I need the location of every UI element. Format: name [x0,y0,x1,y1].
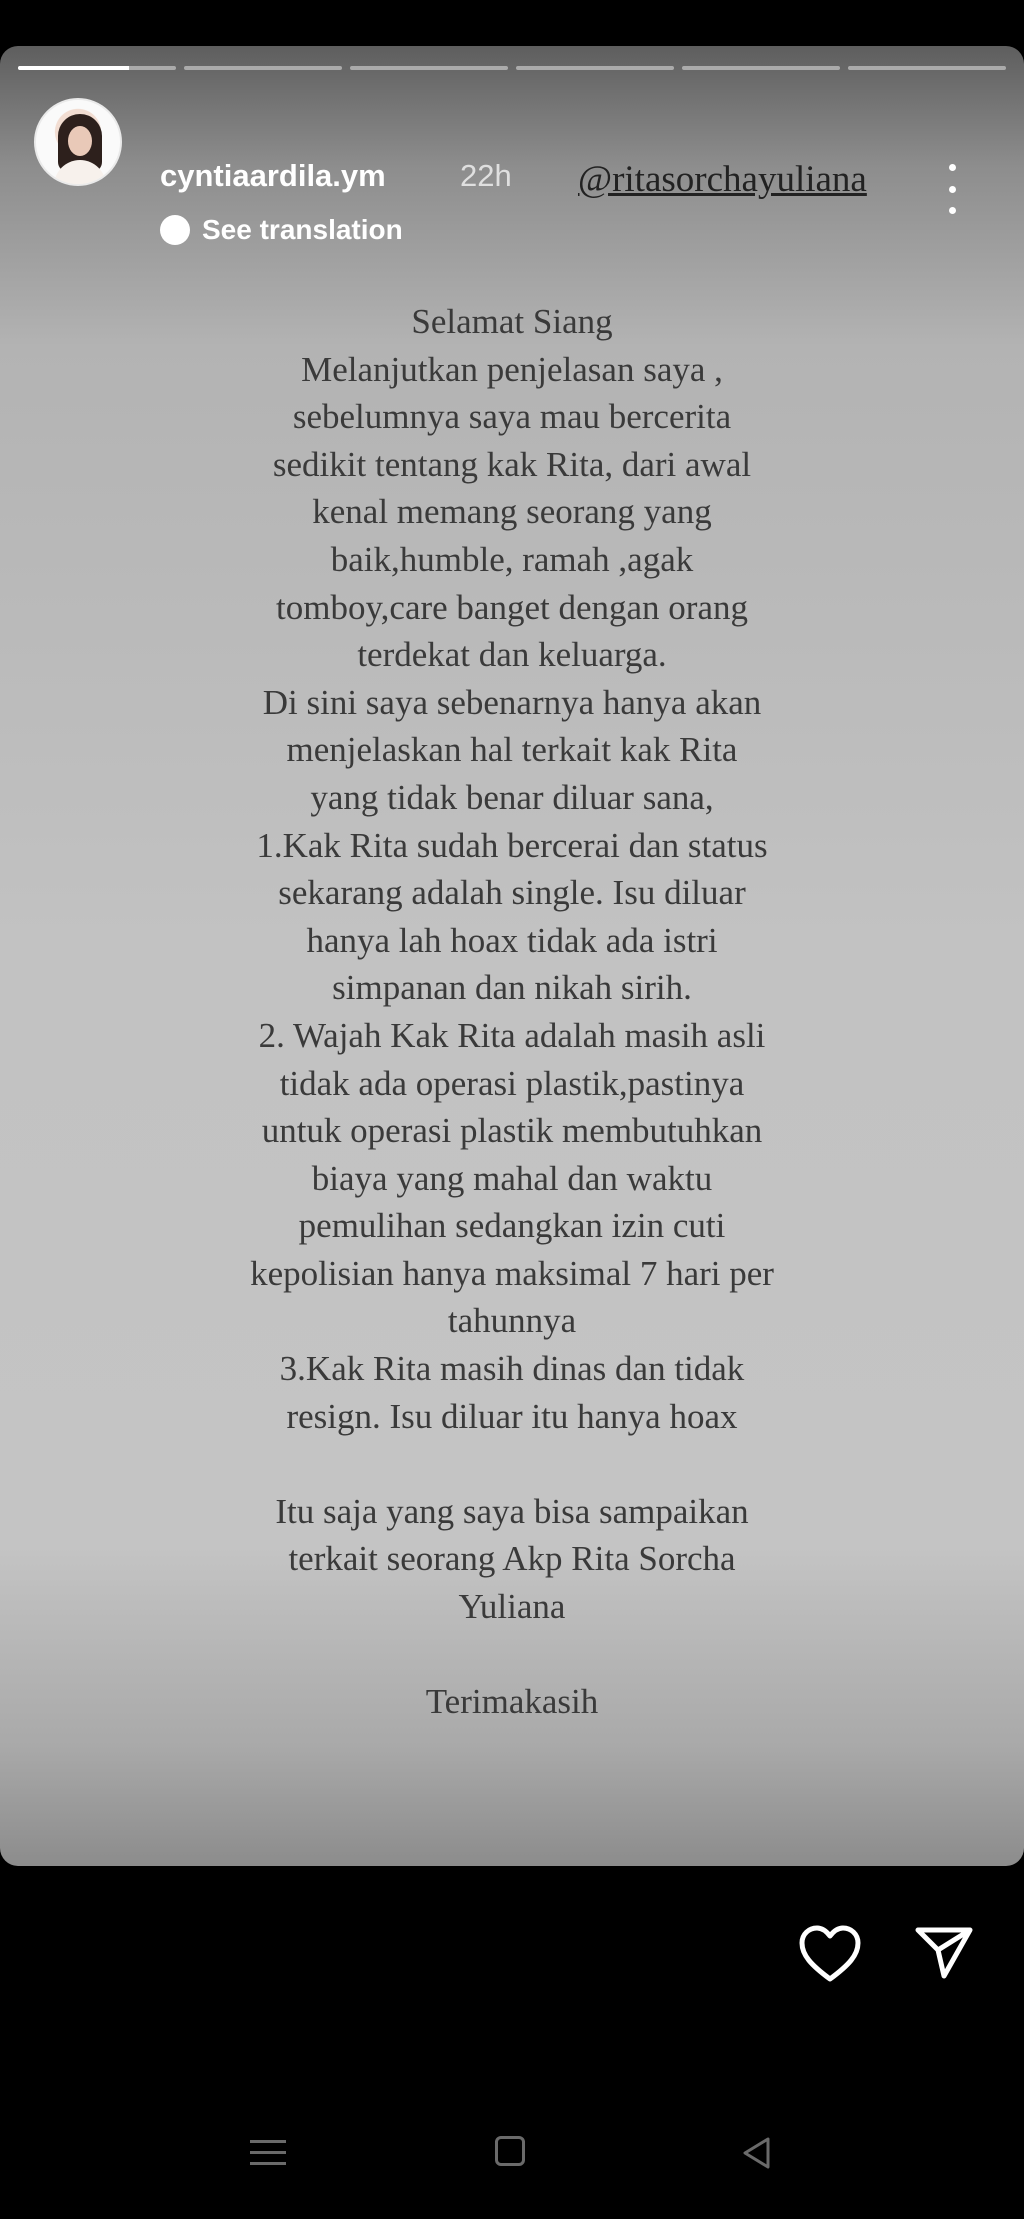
story-text-line: baik,humble, ramah ,agak [330,539,694,579]
story-text-line: sekarang adalah single. Isu diluar [278,873,746,913]
story-text-line: menjelaskan hal terkait kak Rita [286,730,738,770]
see-translation-label: See translation [202,214,403,245]
see-translation-button[interactable] [160,210,403,250]
story-text-line: tahunnya [447,1301,577,1341]
progress-segment [184,66,342,70]
more-dot [949,207,956,214]
story-text-line: pemulihan sedangkan izin cuti [298,1206,726,1246]
story-text-line: Yuliana [458,1587,566,1627]
progress-segment [350,66,508,70]
story-text-line: Terimakasih [425,1682,599,1722]
translate-icon [160,215,190,245]
more-dot [949,186,956,193]
progress-segment [516,66,674,70]
avatar[interactable] [34,98,122,186]
story-text-line: Itu saja yang saya bisa sampaikan [275,1491,749,1531]
progress-segment [18,66,176,70]
story-progress-bar [18,66,1006,70]
mention-sticker[interactable]: @ritasorchayuliana [578,159,867,200]
story-text-line: sedikit tentang kak Rita, dari awal [272,444,752,484]
username[interactable]: cyntiaardila.ym [160,158,386,193]
story-text-line: tidak ada operasi plastik,pastinya [279,1063,745,1103]
story-text-line: Melanjutkan penjelasan saya , [301,349,723,389]
story-card[interactable] [0,46,1024,1866]
story-text-line: Selamat Siang [411,302,613,341]
story-text-line: untuk operasi plastik membutuhkan [261,1111,763,1151]
story-text-line: kepolisian hanya maksimal 7 hari per [250,1253,774,1293]
system-navigation-bar [0,2110,1024,2219]
story-text-line: tomboy,care banget dengan orang [276,587,748,627]
story-text-line: 3.Kak Rita masih dinas dan tidak [279,1349,745,1389]
story-text-line: Di sini saya sebenarnya hanya akan [262,682,762,722]
story-text-line: 2. Wajah Kak Rita adalah masih asli [258,1015,766,1055]
story-text-line: terdekat dan keluarga. [357,635,667,675]
story-text-line: kenal memang seorang yang [312,492,712,532]
story-text-line: simpanan dan nikah sirih. [332,968,692,1008]
story-text [150,298,874,1726]
progress-segment [848,66,1006,70]
send-icon[interactable] [912,1922,976,1982]
story-text-line [150,1440,874,1488]
story-timestamp: 22h [460,158,512,193]
story-text-line: resign. Isu diluar itu hanya hoax [286,1396,738,1436]
story-text-line: yang tidak benar diluar sana, [310,777,714,817]
story-text-line: sebelumnya saya mau bercerita [292,397,732,437]
back-icon[interactable] [740,2136,772,2170]
story-text-line: hanya lah hoax tidak ada istri [306,920,718,960]
story-text-line: biaya yang mahal dan waktu [311,1158,713,1198]
menu-icon[interactable] [250,2138,286,2168]
story-text-line: 1.Kak Rita sudah bercerai dan status [256,825,768,865]
more-options-icon[interactable] [942,164,962,214]
story-text-line: terkait seorang Akp Rita Sorcha [288,1539,736,1579]
heart-icon[interactable] [797,1924,863,1984]
home-icon[interactable] [495,2136,525,2166]
avatar-face [68,126,92,156]
progress-segment [682,66,840,70]
progress-segment-fill [18,66,129,70]
more-dot [949,164,956,171]
story-text-line [150,1631,874,1679]
